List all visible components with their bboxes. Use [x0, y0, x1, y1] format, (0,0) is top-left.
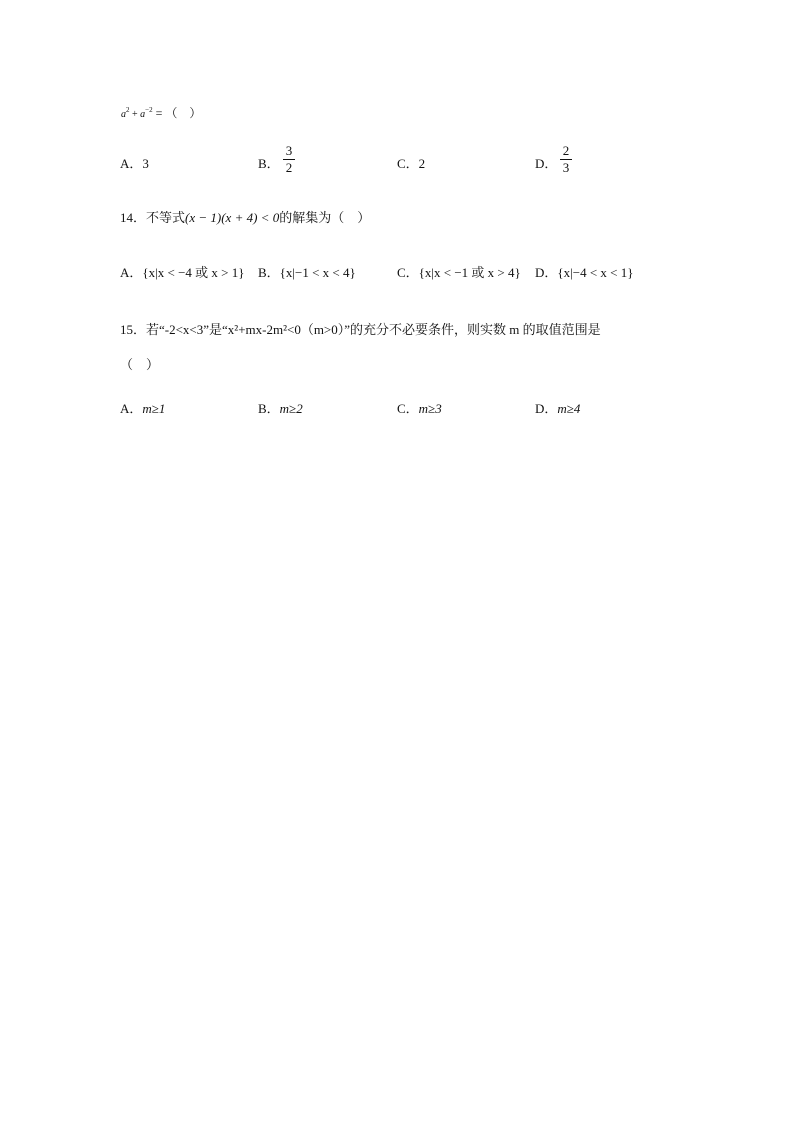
q13-option-a: [120, 153, 149, 172]
q15-option-d: [535, 398, 580, 417]
q13-option-d-numerator: 2: [562, 143, 570, 158]
q13-option-a-label: A．: [120, 156, 143, 171]
q13-stem: [121, 104, 201, 121]
q14-option-c: [397, 262, 521, 281]
q13-option-c-value: 2: [418, 156, 426, 171]
q15-option-c-label: C．: [397, 401, 419, 416]
q14-option-b: [258, 262, 356, 281]
q14-option-c-value: {x|x < −1 或 x > 4}: [418, 265, 521, 280]
q13-option-d-label: D．: [535, 156, 558, 171]
q13-option-b-denominator: 2: [285, 160, 293, 175]
q13-option-a-value: 3: [142, 156, 149, 171]
q15-option-a-label: A．: [120, 401, 143, 416]
q13-plus: +: [129, 109, 141, 120]
q15-option-a: [120, 398, 165, 417]
q13-option-b-fraction: [283, 144, 295, 175]
q13-option-b-numerator: 3: [285, 143, 293, 158]
q15-option-c-value: m≥3: [418, 401, 442, 416]
q13-base-a2: a: [140, 109, 146, 120]
q14-option-d-label: D．: [535, 265, 558, 280]
q14-stem-post: 的解集为（ ）: [279, 210, 371, 225]
q15-option-d-label: D．: [535, 401, 558, 416]
q14-option-b-label: B．: [258, 265, 280, 280]
q14-option-a: [120, 262, 244, 281]
q15-option-c: [397, 398, 442, 417]
q14-inequality: (x − 1)(x + 4) < 0: [185, 210, 280, 225]
q14-stem: [120, 207, 370, 226]
q13-base-a: a: [121, 109, 126, 120]
q15-option-d-value: m≥4: [557, 401, 581, 416]
q14-option-a-value: {x|x < −4 或 x > 1}: [142, 265, 245, 280]
q14-stem-pre: 不等式: [146, 210, 186, 225]
q13-exp-1: 2: [126, 106, 130, 114]
q14-option-d-value: {x|−4 < x < 1}: [557, 265, 634, 280]
q15-option-b-label: B．: [258, 401, 280, 416]
q14-option-a-label: A．: [120, 265, 143, 280]
q13-option-d-denominator: 3: [562, 160, 570, 175]
q14-option-b-value: {x|−1 < x < 4}: [279, 265, 356, 280]
q15-stem-line-1: 15．若“-2<x<3”是“x²+mx-2m²<0（m>0）”的充分不必要条件，则实数 m 的取值范围是: [120, 322, 601, 337]
q13-exp-2: −2: [145, 106, 153, 114]
q14-option-c-label: C．: [397, 265, 419, 280]
q14-option-d: [535, 262, 633, 281]
q15-option-b: [258, 398, 303, 417]
q13-stem-tail: = （ ）: [152, 106, 202, 120]
q15-option-a-value: m≥1: [142, 401, 166, 416]
q13-option-c: [397, 153, 425, 172]
q13-option-c-label: C．: [397, 156, 419, 171]
q15-option-b-value: m≥2: [279, 401, 303, 416]
q15-stem-line-2: （ ）: [120, 357, 160, 372]
q13-option-d-fraction: [560, 144, 572, 175]
q13-option-b-label: B．: [258, 156, 280, 171]
q14-number: 14．: [120, 210, 147, 225]
